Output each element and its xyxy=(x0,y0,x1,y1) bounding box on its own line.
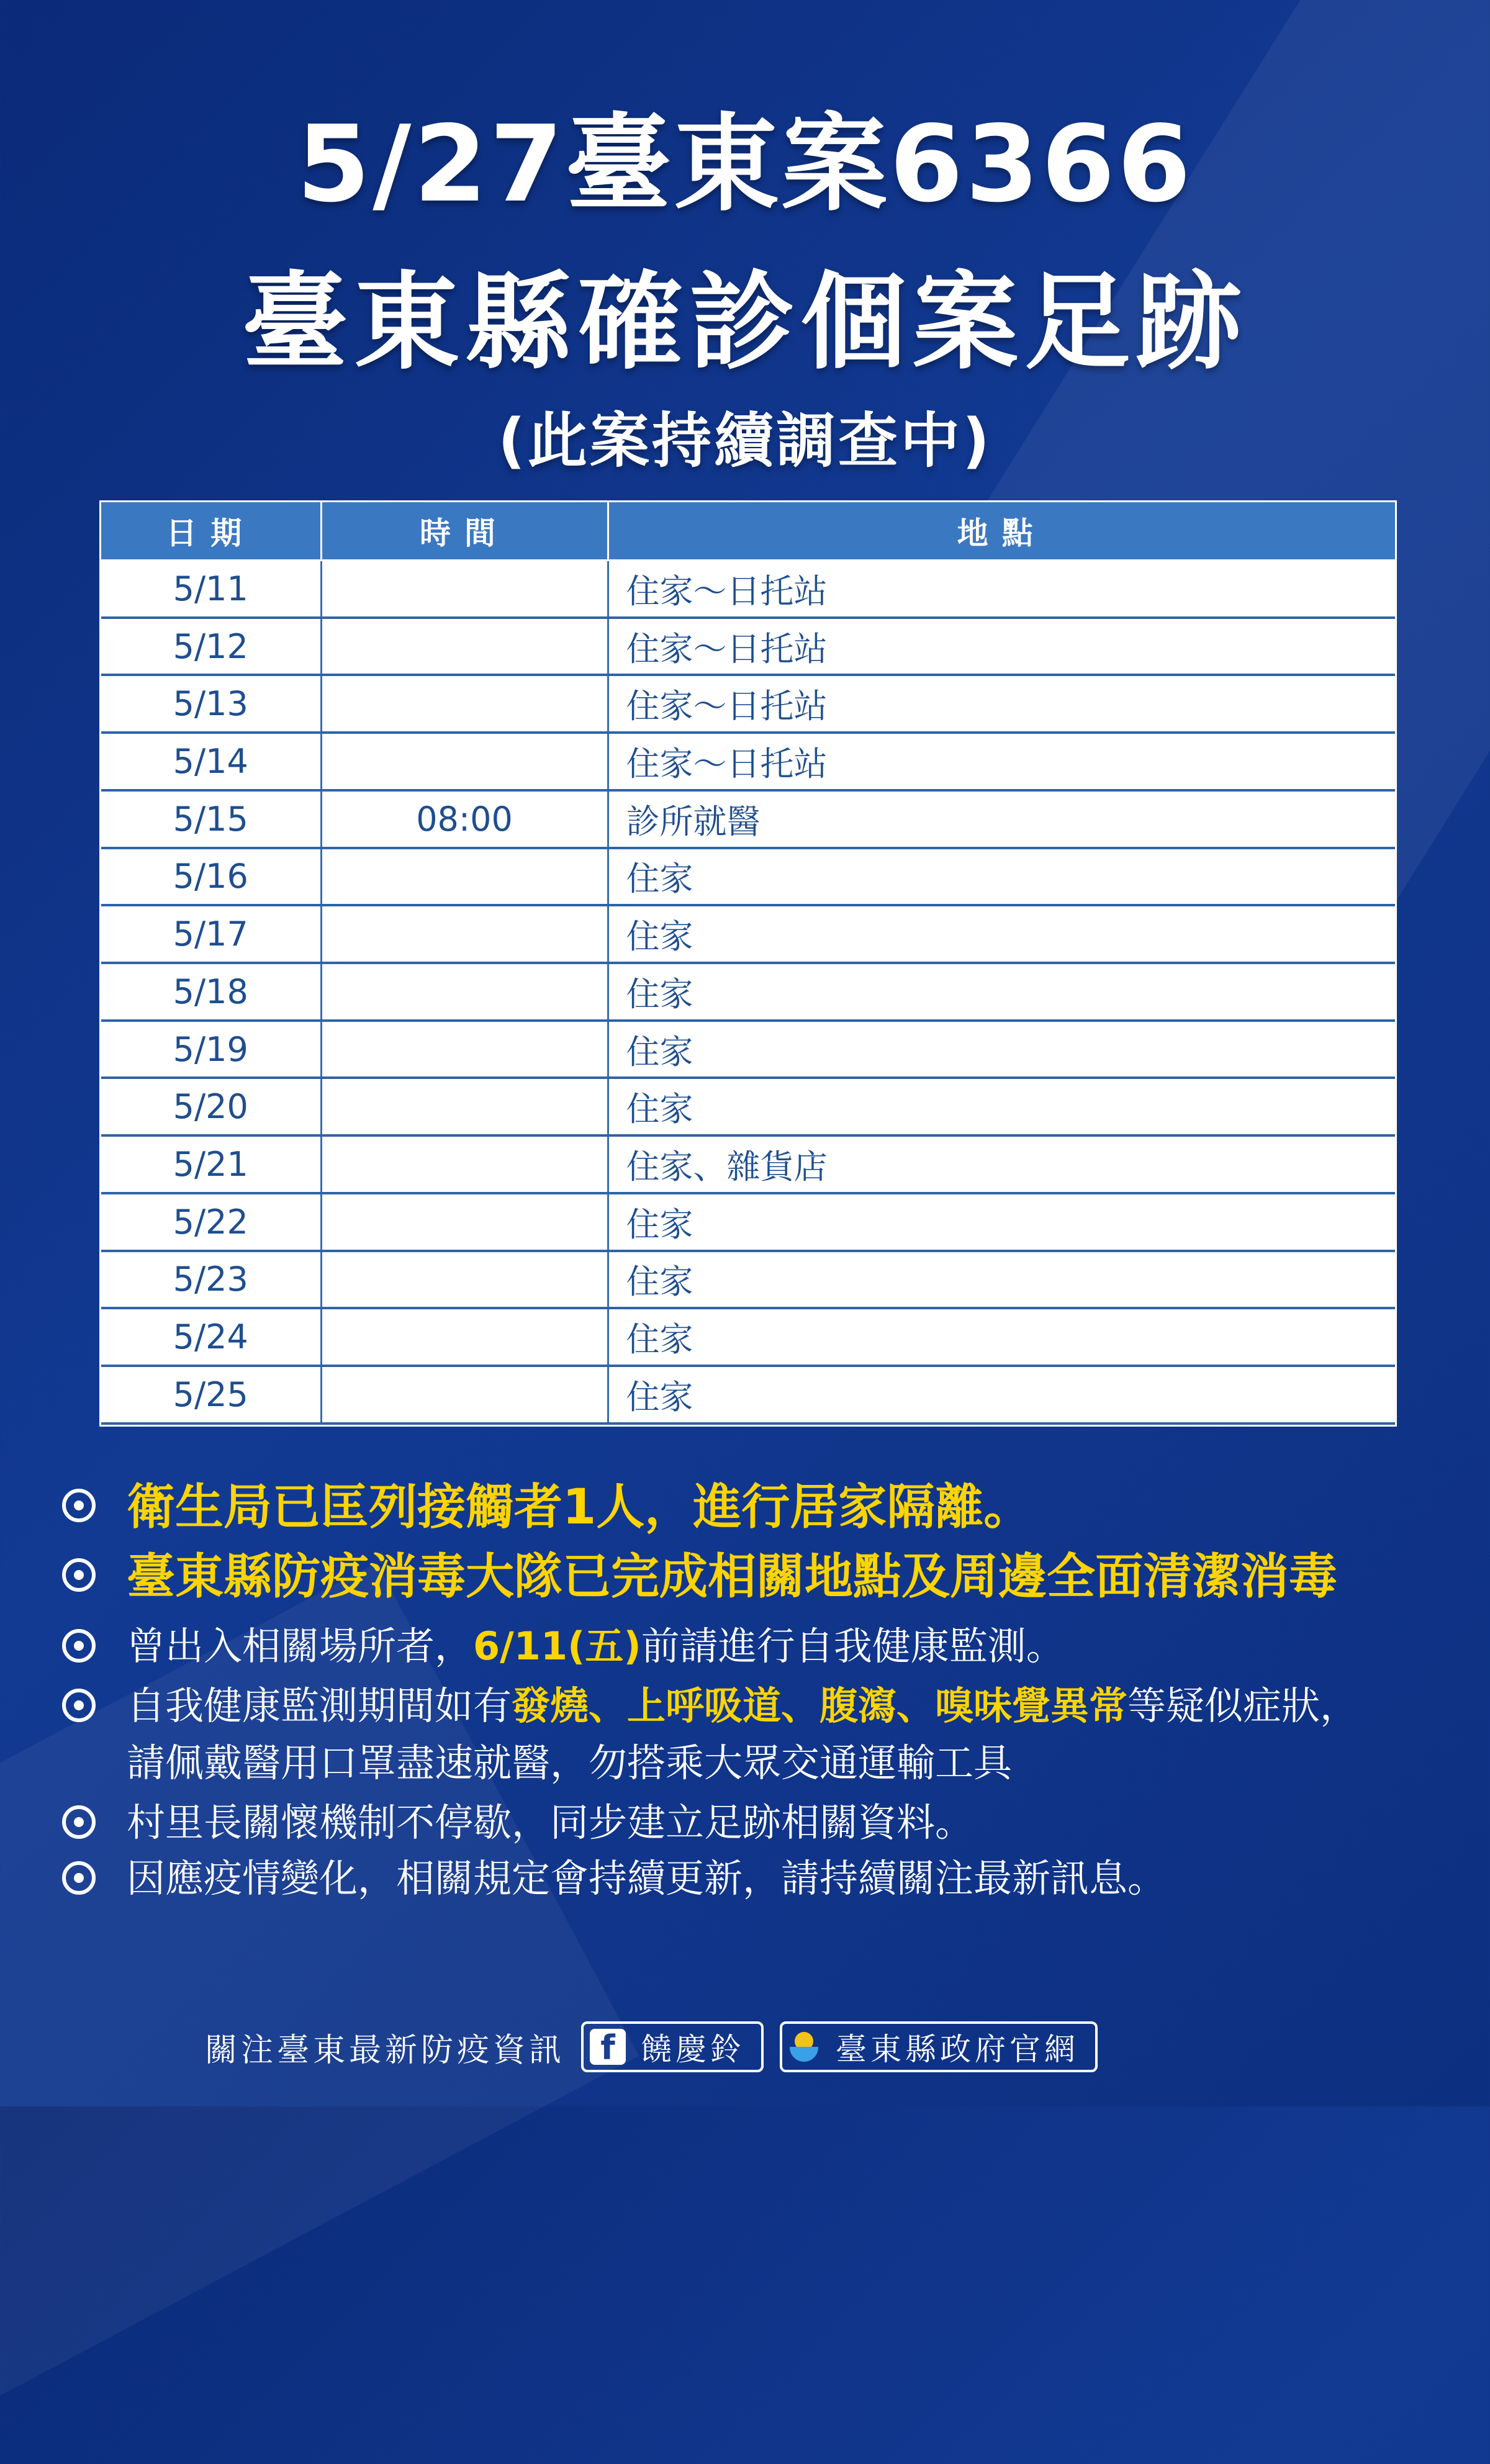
cell-place: 住家 xyxy=(608,1366,1395,1424)
poster-subtitle: 臺東縣確診個案足跡 xyxy=(242,261,1248,384)
cell-time xyxy=(321,1078,608,1135)
table-row xyxy=(101,618,1395,675)
note-highlight: 6/11(五) xyxy=(473,1623,641,1669)
bullet-icon xyxy=(62,1629,96,1663)
cell-place: 住家 xyxy=(608,905,1395,963)
table-row xyxy=(101,675,1395,733)
cell-time xyxy=(321,1308,608,1366)
investigation-status: (此案持續調查中) xyxy=(498,406,992,476)
note-text-part: 曾出入相關場所者， xyxy=(127,1623,474,1669)
cell-date: 5/23 xyxy=(101,1251,321,1309)
note-text-part: 前請進行自我健康監測。 xyxy=(641,1623,1065,1669)
gov-website-link[interactable] xyxy=(780,2021,1098,2072)
cell-time xyxy=(321,1366,608,1424)
note-text xyxy=(127,1618,1065,1675)
cell-place: 住家～日托站 xyxy=(608,618,1395,675)
table-row xyxy=(101,1135,1395,1193)
cell-time: 08:00 xyxy=(321,790,608,848)
bullet-icon xyxy=(62,1861,96,1895)
table-row xyxy=(101,790,1395,848)
cell-place: 住家 xyxy=(608,1021,1395,1078)
list-item xyxy=(62,1677,1465,1792)
table-row xyxy=(101,1251,1395,1309)
footprint-table xyxy=(99,500,1397,1427)
cell-date: 5/25 xyxy=(101,1366,321,1424)
cell-date: 5/11 xyxy=(101,561,321,618)
note-text-part: 自我健康監測期間如有 xyxy=(127,1683,512,1728)
table-row xyxy=(101,1366,1395,1424)
cell-place: 住家 xyxy=(608,1193,1395,1251)
header-date: 日期 xyxy=(101,502,321,561)
cell-place: 住家～日托站 xyxy=(608,561,1395,618)
facebook-link[interactable] xyxy=(581,2021,764,2072)
cell-place: 住家 xyxy=(608,848,1395,906)
poster-title: 5/27臺東案6366 xyxy=(296,103,1194,226)
cell-place: 住家～日托站 xyxy=(608,675,1395,733)
table-row xyxy=(101,1021,1395,1078)
note-highlight: 發燒、上呼吸道、腹瀉、嗅味覺異常 xyxy=(512,1683,1128,1728)
cell-time xyxy=(321,618,608,675)
note-text xyxy=(127,1677,1358,1792)
note-text: 衛生局已匡列接觸者1人，進行居家隔離。 xyxy=(127,1479,1032,1535)
cell-time xyxy=(321,733,608,790)
bullet-icon xyxy=(62,1489,96,1522)
cell-place: 住家 xyxy=(608,1251,1395,1309)
footer xyxy=(205,2019,1098,2075)
table-row xyxy=(101,905,1395,963)
cell-place: 診所就醫 xyxy=(608,790,1395,848)
table-row xyxy=(101,733,1395,790)
cell-time xyxy=(321,1193,608,1251)
cell-time xyxy=(321,1135,608,1193)
footer-lead-text: 關注臺東最新防疫資訊 xyxy=(205,2031,566,2069)
note-text-part: 請佩戴醫用口罩盡速就醫，勿搭乘大眾交通運輸工具 xyxy=(127,1740,1013,1785)
facebook-icon: f xyxy=(590,2029,626,2065)
list-item xyxy=(62,1478,1465,1537)
bullet-icon xyxy=(62,1689,96,1722)
list-item xyxy=(62,1850,1465,1907)
cell-place: 住家 xyxy=(608,1308,1395,1366)
cell-date: 5/20 xyxy=(101,1078,321,1135)
table-row xyxy=(101,848,1395,906)
cell-place: 住家 xyxy=(608,1078,1395,1135)
cell-date: 5/19 xyxy=(101,1021,321,1078)
cell-place: 住家 xyxy=(608,963,1395,1021)
bullet-icon xyxy=(62,1805,96,1839)
cell-date: 5/13 xyxy=(101,675,321,733)
cell-date: 5/16 xyxy=(101,848,321,906)
note-text: 臺東縣防疫消毒大隊已完成相關地點及周邊全面清潔消毒 xyxy=(127,1549,1338,1605)
cell-time xyxy=(321,963,608,1021)
table-row xyxy=(101,1308,1395,1366)
cell-date: 5/15 xyxy=(101,790,321,848)
cell-time xyxy=(321,1251,608,1309)
header-time: 時間 xyxy=(321,502,608,561)
cell-date: 5/18 xyxy=(101,963,321,1021)
cell-date: 5/24 xyxy=(101,1308,321,1366)
cell-date: 5/12 xyxy=(101,618,321,675)
bullet-icon xyxy=(62,1558,96,1592)
note-text: 因應疫情變化，相關規定會持續更新，請持續關注最新訊息。 xyxy=(127,1856,1167,1901)
cell-time xyxy=(321,675,608,733)
cell-date: 5/17 xyxy=(101,905,321,963)
cell-time xyxy=(321,561,608,618)
list-item xyxy=(62,1547,1465,1607)
cell-date: 5/21 xyxy=(101,1135,321,1193)
cell-time xyxy=(321,1021,608,1078)
list-item xyxy=(62,1794,1465,1851)
table-row xyxy=(101,1078,1395,1135)
county-logo-icon xyxy=(788,2028,821,2065)
cell-date: 5/14 xyxy=(101,733,321,790)
header-place: 地點 xyxy=(608,502,1395,561)
note-text: 村里長關懷機制不停歇，同步建立足跡相關資料。 xyxy=(127,1800,974,1845)
table-row xyxy=(101,1193,1395,1251)
cell-place: 住家、雜貨店 xyxy=(608,1135,1395,1193)
cell-date: 5/22 xyxy=(101,1193,321,1251)
gov-website-label: 臺東縣政府官網 xyxy=(836,2031,1080,2067)
cell-place: 住家～日托站 xyxy=(608,733,1395,790)
table-row xyxy=(101,561,1395,618)
cell-time xyxy=(321,848,608,906)
facebook-label: 饒慶鈴 xyxy=(641,2031,746,2067)
table-row xyxy=(101,963,1395,1021)
list-item xyxy=(62,1618,1465,1675)
cell-time xyxy=(321,905,608,963)
table-header-row xyxy=(101,502,1395,561)
note-text-part: 等疑似症狀， xyxy=(1127,1683,1359,1728)
